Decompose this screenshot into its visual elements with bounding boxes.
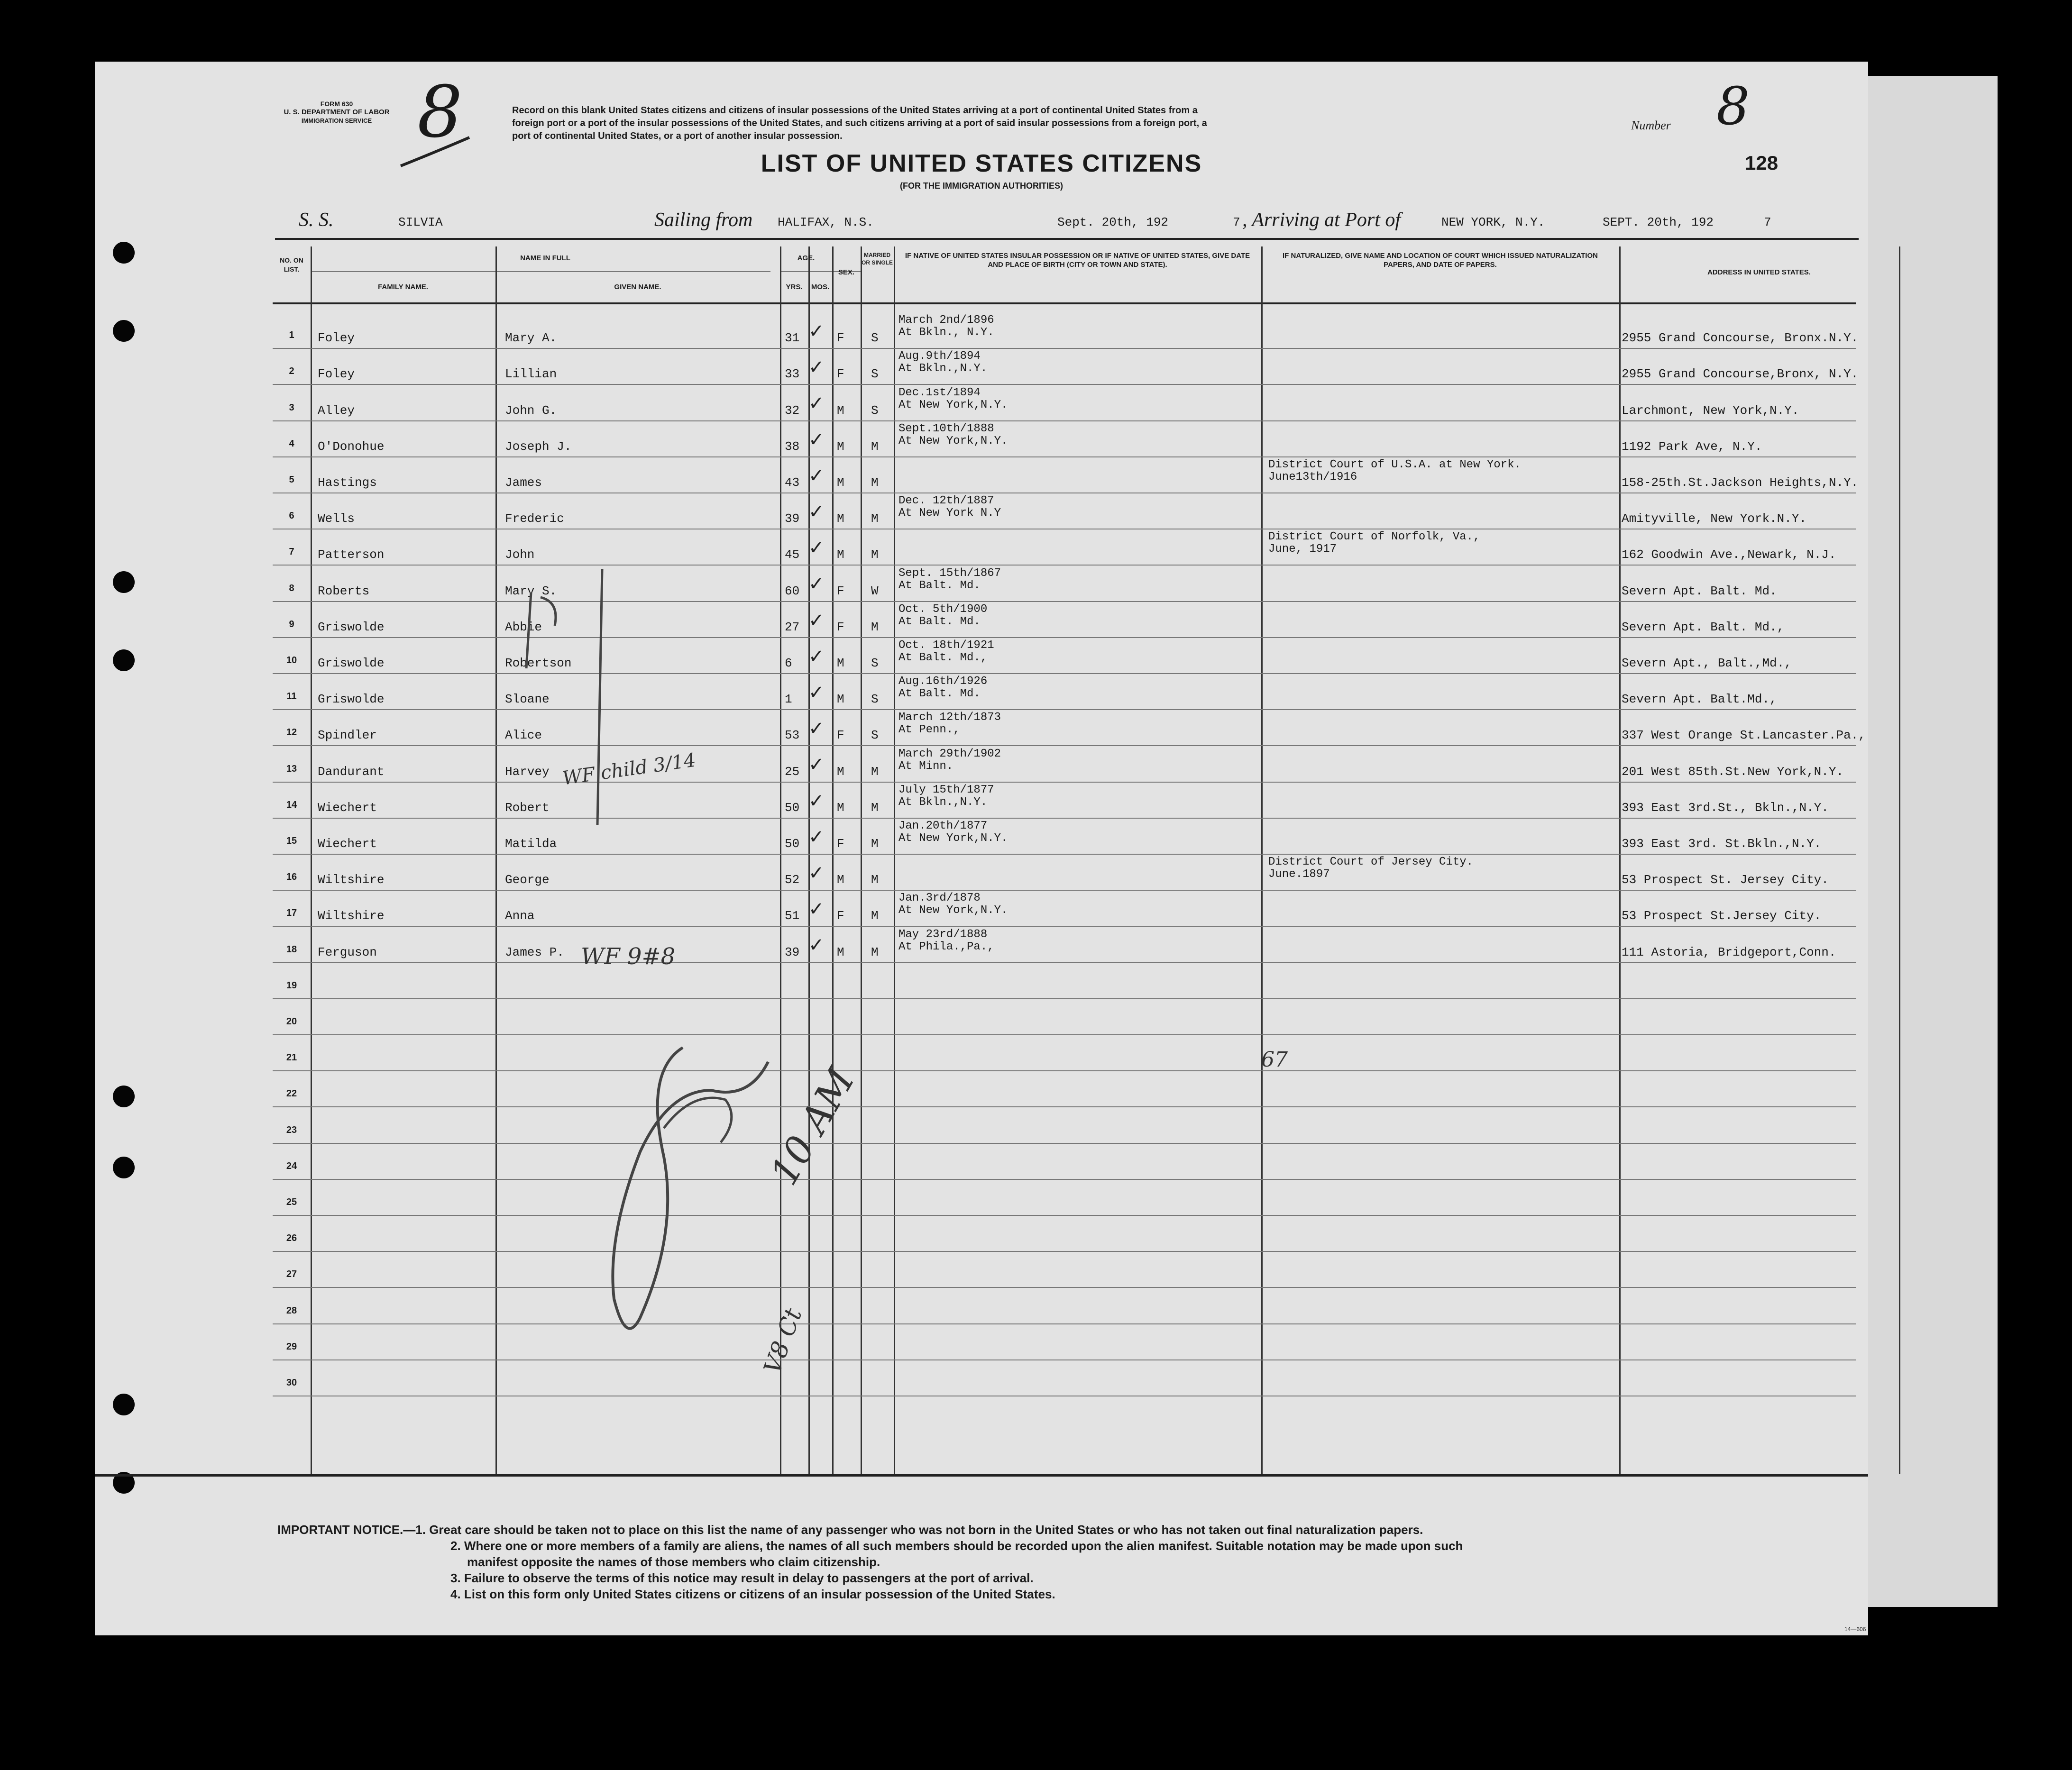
birth-place-cell: At Bkln.,N.Y. <box>898 362 988 375</box>
punch-hole <box>113 1394 135 1415</box>
table-bottom-line <box>95 1474 1868 1477</box>
row-rule <box>273 1106 1856 1107</box>
notice-heading: IMPORTANT NOTICE. <box>277 1523 403 1537</box>
year-to: 7 <box>1764 215 1771 229</box>
birth-place-cell: At New York,N.Y. <box>898 832 1008 845</box>
punch-hole <box>113 1086 135 1107</box>
header-naturalized: IF NATURALIZED, GIVE NAME AND LOCATION OF COURT WHICH ISSUED NATURALIZATION PAPERS, AND DATE OF PAPERS. <box>1283 252 1598 269</box>
margin-bracket <box>588 564 616 830</box>
row-rule <box>273 1179 1856 1180</box>
check-mark: ✓ <box>808 754 825 776</box>
birth-date-cell: March 29th/1902 <box>898 747 1001 760</box>
check-mark: ✓ <box>808 934 825 957</box>
col-divider <box>311 246 312 1474</box>
page-number: 128 <box>1745 152 1779 174</box>
birth-place-cell: At Bkln.,N.Y. <box>898 795 988 809</box>
check-mark: ✓ <box>808 862 825 884</box>
given-name-cell: James P. <box>505 945 564 959</box>
row-rule <box>273 1215 1856 1216</box>
age-cell: 39 <box>785 945 800 959</box>
age-cell: 51 <box>785 909 800 923</box>
row-number: 7 <box>289 547 294 557</box>
punch-hole <box>113 1157 135 1178</box>
punch-hole <box>113 649 135 671</box>
naturalization-date-cell: June, 1917 <box>1268 543 1337 556</box>
header-birth: IF NATIVE OF UNITED STATES INSULAR POSSESSION OR IF NATIVE OF UNITED STATES, GIVE DATE AND PLACE OF BIRTH (CITY OR TOWN AND STATE). <box>905 252 1250 269</box>
header-no: NO. ON LIST. <box>280 256 303 273</box>
birth-place-cell: At New York,N.Y. <box>898 904 1008 917</box>
address-cell: Severn Apt. Balt. Md. <box>1622 584 1777 598</box>
row-number: 21 <box>286 1052 297 1063</box>
sex-cell: M <box>837 945 844 959</box>
family-name-cell: Hastings <box>318 475 377 490</box>
sex-cell: F <box>837 367 844 382</box>
address-cell: 53 Prospect St. Jersey City. <box>1622 873 1829 887</box>
age-cell: 60 <box>785 584 800 598</box>
sex-cell: M <box>837 873 844 887</box>
address-cell: 162 Goodwin Ave.,Newark, N.J. <box>1622 547 1836 562</box>
row-number: 9 <box>289 619 294 630</box>
sex-cell: M <box>837 403 844 418</box>
age-cell: 45 <box>785 547 800 562</box>
check-mark: ✓ <box>808 465 825 487</box>
form-label <box>266 100 408 125</box>
marital-cell: M <box>871 837 879 851</box>
marital-cell: S <box>871 692 879 707</box>
address-cell: Larchmont, New York,N.Y. <box>1622 403 1799 418</box>
punch-hole <box>113 242 135 264</box>
page-title: LIST OF UNITED STATES CITIZENS <box>761 150 1202 177</box>
given-name-cell: Frederic <box>505 511 564 526</box>
family-name-cell: O'Donohue <box>318 439 385 454</box>
address-cell: Severn Apt. Balt.Md., <box>1622 692 1777 707</box>
row-rule <box>273 745 1856 746</box>
marital-cell: M <box>871 620 879 634</box>
row-number: 3 <box>289 402 294 413</box>
birth-date-cell: July 15th/1877 <box>898 783 994 796</box>
family-name-cell: Ferguson <box>318 945 377 959</box>
row-rule <box>273 890 1856 891</box>
check-mark: ✓ <box>808 609 825 631</box>
birth-place-cell: At New York,N.Y. <box>898 434 1008 447</box>
check-mark: ✓ <box>808 501 825 523</box>
family-name-cell: Foley <box>318 367 355 382</box>
row-number: 28 <box>286 1305 297 1316</box>
check-mark: ✓ <box>808 790 825 812</box>
important-notice <box>277 1522 1842 1602</box>
handwritten-number: 8 <box>417 71 463 154</box>
given-name-cell: Lillian <box>505 367 557 382</box>
check-mark: ✓ <box>808 392 825 415</box>
row-rule <box>273 384 1856 385</box>
marital-cell: S <box>871 403 879 418</box>
form-code: 14—606 <box>1844 1626 1866 1633</box>
row-rule <box>273 1287 1856 1288</box>
marital-cell: M <box>871 439 879 454</box>
row-rule <box>273 637 1856 638</box>
family-name-cell: Wiechert <box>318 837 377 851</box>
row-number: 2 <box>289 366 294 377</box>
header-age: AGE. <box>797 254 815 262</box>
marital-cell: M <box>871 511 879 526</box>
row-number: 13 <box>286 763 297 774</box>
check-mark: ✓ <box>808 320 825 342</box>
row-number: 8 <box>289 583 294 593</box>
marital-cell: M <box>871 800 879 815</box>
row-rule <box>273 1143 1856 1144</box>
record-line-1: Record on this blank United States citizens and citizens of insular possessions of the United States arriving at a port of continental United States from a <box>512 105 1198 116</box>
given-name-cell: Harvey <box>505 764 550 779</box>
given-name-cell: Alice <box>505 728 542 743</box>
row-rule <box>273 709 1856 710</box>
col-divider <box>495 246 497 1474</box>
manifest-sheet <box>95 62 1868 1635</box>
sex-cell: F <box>837 331 844 346</box>
given-name-cell: Anna <box>505 909 535 923</box>
marital-cell: M <box>871 764 879 779</box>
marital-cell: S <box>871 331 879 346</box>
header-family-name: FAMILY NAME. <box>378 283 428 291</box>
birth-place-cell: At New York,N.Y. <box>898 398 1008 411</box>
header-address: ADDRESS IN UNITED STATES. <box>1707 268 1811 276</box>
record-instructions <box>512 104 1650 143</box>
row-number: 24 <box>286 1160 297 1171</box>
age-cell: 33 <box>785 367 800 382</box>
col-divider <box>832 246 834 1474</box>
address-cell: 393 East 3rd. St.Bkln.,N.Y. <box>1622 837 1822 851</box>
row-rule <box>273 782 1856 783</box>
department: U. S. DEPARTMENT OF LABOR <box>284 108 390 116</box>
age-cell: 50 <box>785 837 800 851</box>
age-cell: 27 <box>785 620 800 634</box>
age-cell: 31 <box>785 331 800 346</box>
marital-cell: M <box>871 547 879 562</box>
check-mark: ✓ <box>808 537 825 559</box>
birth-place-cell: At Balt. Md. <box>898 615 981 628</box>
col-divider <box>894 246 895 1474</box>
ss-label: S. S. <box>299 209 334 231</box>
check-mark: ✓ <box>808 573 825 595</box>
col-divider <box>861 246 862 1474</box>
row-rule <box>273 854 1856 855</box>
marital-cell: W <box>871 584 879 598</box>
naturalization-date-cell: June.1897 <box>1268 868 1330 881</box>
marital-cell: M <box>871 909 879 923</box>
notice-item-2a: 2. Where one or more members of a family are aliens, the names of all such members should be recorded upon the alien manifest. Suitable notation may be made upon such <box>450 1539 1463 1553</box>
row-rule <box>273 601 1856 602</box>
row-number: 14 <box>286 799 297 810</box>
family-name-cell: Griswolde <box>318 620 385 634</box>
row-rule <box>273 673 1856 674</box>
check-mark: ✓ <box>808 645 825 667</box>
row-rule <box>273 926 1856 927</box>
marital-cell: S <box>871 728 879 743</box>
family-name-cell: Roberts <box>318 584 370 598</box>
voyage-underline <box>275 238 1859 240</box>
row-rule <box>273 565 1856 566</box>
check-mark: ✓ <box>808 356 825 379</box>
row-number: 25 <box>286 1197 297 1207</box>
date-to: SEPT. 20th, 192 <box>1603 215 1714 229</box>
marital-cell: S <box>871 367 879 382</box>
naturalization-court-cell: District Court of U.S.A. at New York. <box>1268 458 1521 471</box>
given-name-cell: Mary A. <box>505 331 557 346</box>
notice-item-2b: manifest opposite the names of those members who claim citizenship. <box>467 1555 880 1569</box>
birth-date-cell: Jan.20th/1877 <box>898 820 988 832</box>
birth-date-cell: Dec.1st/1894 <box>898 386 981 399</box>
sex-cell: M <box>837 764 844 779</box>
age-cell: 52 <box>785 873 800 887</box>
given-name-cell: Sloane <box>505 692 550 707</box>
year-from: 7 <box>1233 215 1240 229</box>
row-rule <box>273 1251 1856 1252</box>
port-from: HALIFAX, N.S. <box>778 215 874 229</box>
initials-v8: V8 Ct <box>758 1305 807 1378</box>
row-number: 5 <box>289 474 294 485</box>
birth-date-cell: Aug.16th/1926 <box>898 675 988 688</box>
row-number: 15 <box>286 836 297 846</box>
family-name-cell: Wells <box>318 511 355 526</box>
notice-item-3: 3. Failure to observe the terms of this notice may result in delay to passengers at the port of arrival. <box>450 1571 1034 1585</box>
check-mark: ✓ <box>808 718 825 740</box>
address-cell: 1192 Park Ave, N.Y. <box>1622 439 1762 454</box>
age-cell: 43 <box>785 475 800 490</box>
marital-cell: M <box>871 945 879 959</box>
stamp-10am: 10 AM <box>761 1060 863 1193</box>
wf-9-annotation: WF 9#8 <box>581 943 676 970</box>
row-number: 6 <box>289 511 294 521</box>
marital-cell: S <box>871 656 879 670</box>
row-rule <box>273 1034 1856 1035</box>
form-number: FORM 630 <box>320 100 353 108</box>
naturalization-court-cell: District Court of Norfolk, Va., <box>1268 530 1480 544</box>
address-cell: 337 West Orange St.Lancaster.Pa., <box>1622 728 1866 743</box>
row-rule <box>273 998 1856 999</box>
row-number: 4 <box>289 438 294 449</box>
sex-cell: F <box>837 837 844 851</box>
age-cell: 1 <box>785 692 792 707</box>
family-name-cell: Griswolde <box>318 692 385 707</box>
address-cell: 158-25th.St.Jackson Heights,N.Y. <box>1622 475 1859 490</box>
given-name-cell: Joseph J. <box>505 439 572 454</box>
address-cell: 111 Astoria, Bridgeport,Conn. <box>1622 945 1836 959</box>
sex-cell: M <box>837 656 844 670</box>
notice-item-1: —1. Great care should be taken not to place on this list the name of any passenger who was not born in the United States or who has not taken out final naturalization papers. <box>403 1523 1423 1537</box>
sex-cell: M <box>837 547 844 562</box>
age-cell: 25 <box>785 764 800 779</box>
service: IMMIGRATION SERVICE <box>301 117 372 124</box>
passenger-table <box>273 246 1866 1474</box>
row-number: 20 <box>286 1016 297 1027</box>
row-rule <box>273 456 1856 457</box>
punch-hole <box>113 320 135 342</box>
family-name-cell: Dandurant <box>318 764 385 779</box>
col-divider <box>1261 246 1263 1474</box>
record-line-2: foreign port or a port of the insular possessions of the United States, and such citizens arriving at a port of said insular possessions from a foreign port, a <box>512 118 1207 128</box>
row-rule <box>273 420 1856 421</box>
row-rule <box>273 818 1856 819</box>
number-label: Number <box>1631 119 1671 132</box>
header-married: MARRIED OR SINGLE <box>861 252 893 266</box>
birth-place-cell: At Minn. <box>898 759 953 773</box>
given-name-cell: Robertson <box>505 656 572 670</box>
row-rule <box>273 962 1856 963</box>
date-from: Sept. 20th, 192 <box>1057 215 1169 229</box>
address-cell: Severn Apt. Balt. Md., <box>1622 620 1785 634</box>
family-name-cell: Alley <box>318 403 355 418</box>
row-number: 27 <box>286 1269 297 1280</box>
birth-date-cell: Oct. 18th/1921 <box>898 639 994 652</box>
row-number: 19 <box>286 980 297 991</box>
sailing-label: Sailing from <box>654 209 753 231</box>
family-name-cell: Wiltshire <box>318 909 385 923</box>
notice-item-4: 4. List on this form only United States citizens or citizens of an insular possession of the United States. <box>450 1587 1055 1601</box>
given-name-cell: Mary S. <box>505 584 557 598</box>
given-name-cell: George <box>505 873 550 887</box>
voyage-line <box>95 209 1868 237</box>
family-name-cell: Foley <box>318 331 355 346</box>
row-rule <box>273 1070 1856 1071</box>
birth-place-cell: At Phila.,Pa., <box>898 940 994 953</box>
address-cell: 2955 Grand Concourse,Bronx, N.Y. <box>1622 367 1859 382</box>
marital-cell: M <box>871 873 879 887</box>
number-67: 67 <box>1261 1048 1288 1072</box>
sex-cell: M <box>837 475 844 490</box>
birth-date-cell: March 12th/1873 <box>898 711 1001 724</box>
check-mark: ✓ <box>808 682 825 703</box>
row-rule <box>273 1323 1856 1324</box>
signature <box>569 1033 806 1365</box>
header-mos: MOS. <box>811 283 830 291</box>
wf-child-annotation: WF child 3/14 <box>561 749 697 790</box>
row-number: 10 <box>286 655 297 666</box>
header-name-in-full: NAME IN FULL <box>520 254 570 262</box>
age-cell: 32 <box>785 403 800 418</box>
header-sex: SEX. <box>838 268 855 276</box>
given-name-cell: James <box>505 475 542 490</box>
age-cell: 39 <box>785 511 800 526</box>
birth-place-cell: At Penn., <box>898 723 960 737</box>
birth-place-cell: At Balt. Md., <box>898 651 988 664</box>
family-name-cell: Wiltshire <box>318 873 385 887</box>
row-number: 30 <box>286 1378 297 1388</box>
naturalization-court-cell: District Court of Jersey City. <box>1268 856 1474 869</box>
row-number: 22 <box>286 1088 297 1099</box>
ship-name: SILVIA <box>398 215 443 229</box>
family-name-cell: Griswolde <box>318 656 385 670</box>
row-number: 12 <box>286 727 297 738</box>
header-given-name: GIVEN NAME. <box>614 283 661 291</box>
margin-mark <box>512 583 569 678</box>
row-number: 29 <box>286 1341 297 1352</box>
address-cell: 201 West 85th.St.New York,N.Y. <box>1622 764 1844 779</box>
given-name-cell: Abbie <box>505 620 542 634</box>
check-mark: ✓ <box>808 898 825 921</box>
birth-date-cell: Dec. 12th/1887 <box>898 494 994 508</box>
given-name-cell: John G. <box>505 403 557 418</box>
address-cell: Severn Apt., Balt.,Md., <box>1622 656 1792 670</box>
birth-date-cell: Aug.9th/1894 <box>898 350 981 363</box>
birth-date-cell: Sept.10th/1888 <box>898 422 994 435</box>
address-cell: 393 East 3rd.St., Bkln.,N.Y. <box>1622 800 1829 815</box>
naturalization-date-cell: June13th/1916 <box>1268 471 1357 484</box>
family-name-cell: Spindler <box>318 728 377 743</box>
row-number: 26 <box>286 1233 297 1244</box>
birth-date-cell: March 2nd/1896 <box>898 314 994 327</box>
row-number: 16 <box>286 872 297 883</box>
col-divider <box>1899 246 1900 1474</box>
birth-date-cell: Sept. 15th/1867 <box>898 566 1001 580</box>
sex-cell: M <box>837 692 844 707</box>
check-mark: ✓ <box>808 429 825 451</box>
arriving-label: , Arriving at Port of <box>1242 209 1401 231</box>
sex-cell: M <box>837 439 844 454</box>
page-subtitle: (FOR THE IMMIGRATION AUTHORITIES) <box>900 181 1063 191</box>
punch-hole <box>113 571 135 593</box>
birth-date-cell: May 23rd/1888 <box>898 928 988 941</box>
birth-place-cell: At Bkln., N.Y. <box>898 326 994 339</box>
name-subheader-line <box>311 271 770 272</box>
family-name-cell: Wiechert <box>318 800 377 815</box>
sex-cell: F <box>837 584 844 598</box>
birth-place-cell: At Balt. Md. <box>898 579 981 592</box>
birth-place-cell: At Balt. Md. <box>898 687 981 701</box>
address-cell: Amityville, New York.N.Y. <box>1622 511 1807 526</box>
row-number: 11 <box>286 691 297 702</box>
sex-cell: M <box>837 800 844 815</box>
row-rule <box>273 1359 1856 1360</box>
marital-cell: M <box>871 475 879 490</box>
header-bottom-line <box>273 302 1856 304</box>
header-yrs: YRS. <box>786 283 803 291</box>
row-rule <box>273 348 1856 349</box>
birth-date-cell: Oct. 5th/1900 <box>898 602 988 616</box>
age-cell: 53 <box>785 728 800 743</box>
col-divider <box>1619 246 1621 1474</box>
record-line-3: port of continental United States, or a port of another insular possession. <box>512 131 843 141</box>
sex-cell: F <box>837 909 844 923</box>
birth-date-cell: Jan.3rd/1878 <box>898 892 981 905</box>
sex-cell: F <box>837 620 844 634</box>
row-number: 1 <box>289 330 294 341</box>
number-value: 8 <box>1716 76 1750 137</box>
age-cell: 38 <box>785 439 800 454</box>
address-cell: 2955 Grand Concourse, Bronx.N.Y. <box>1622 331 1859 346</box>
given-name-cell: John <box>505 547 535 562</box>
row-number: 23 <box>286 1124 297 1135</box>
age-cell: 50 <box>785 800 800 815</box>
sex-cell: F <box>837 728 844 743</box>
row-number: 18 <box>286 944 297 955</box>
family-name-cell: Patterson <box>318 547 385 562</box>
row-number: 17 <box>286 908 297 919</box>
given-name-cell: Robert <box>505 800 550 815</box>
age-cell: 6 <box>785 656 792 670</box>
address-cell: 53 Prospect St.Jersey City. <box>1622 909 1822 923</box>
given-name-cell: Matilda <box>505 837 557 851</box>
port-to: NEW YORK, N.Y. <box>1441 215 1545 229</box>
check-mark: ✓ <box>808 826 825 848</box>
birth-place-cell: At New York N.Y <box>898 507 1001 520</box>
sex-cell: M <box>837 511 844 526</box>
